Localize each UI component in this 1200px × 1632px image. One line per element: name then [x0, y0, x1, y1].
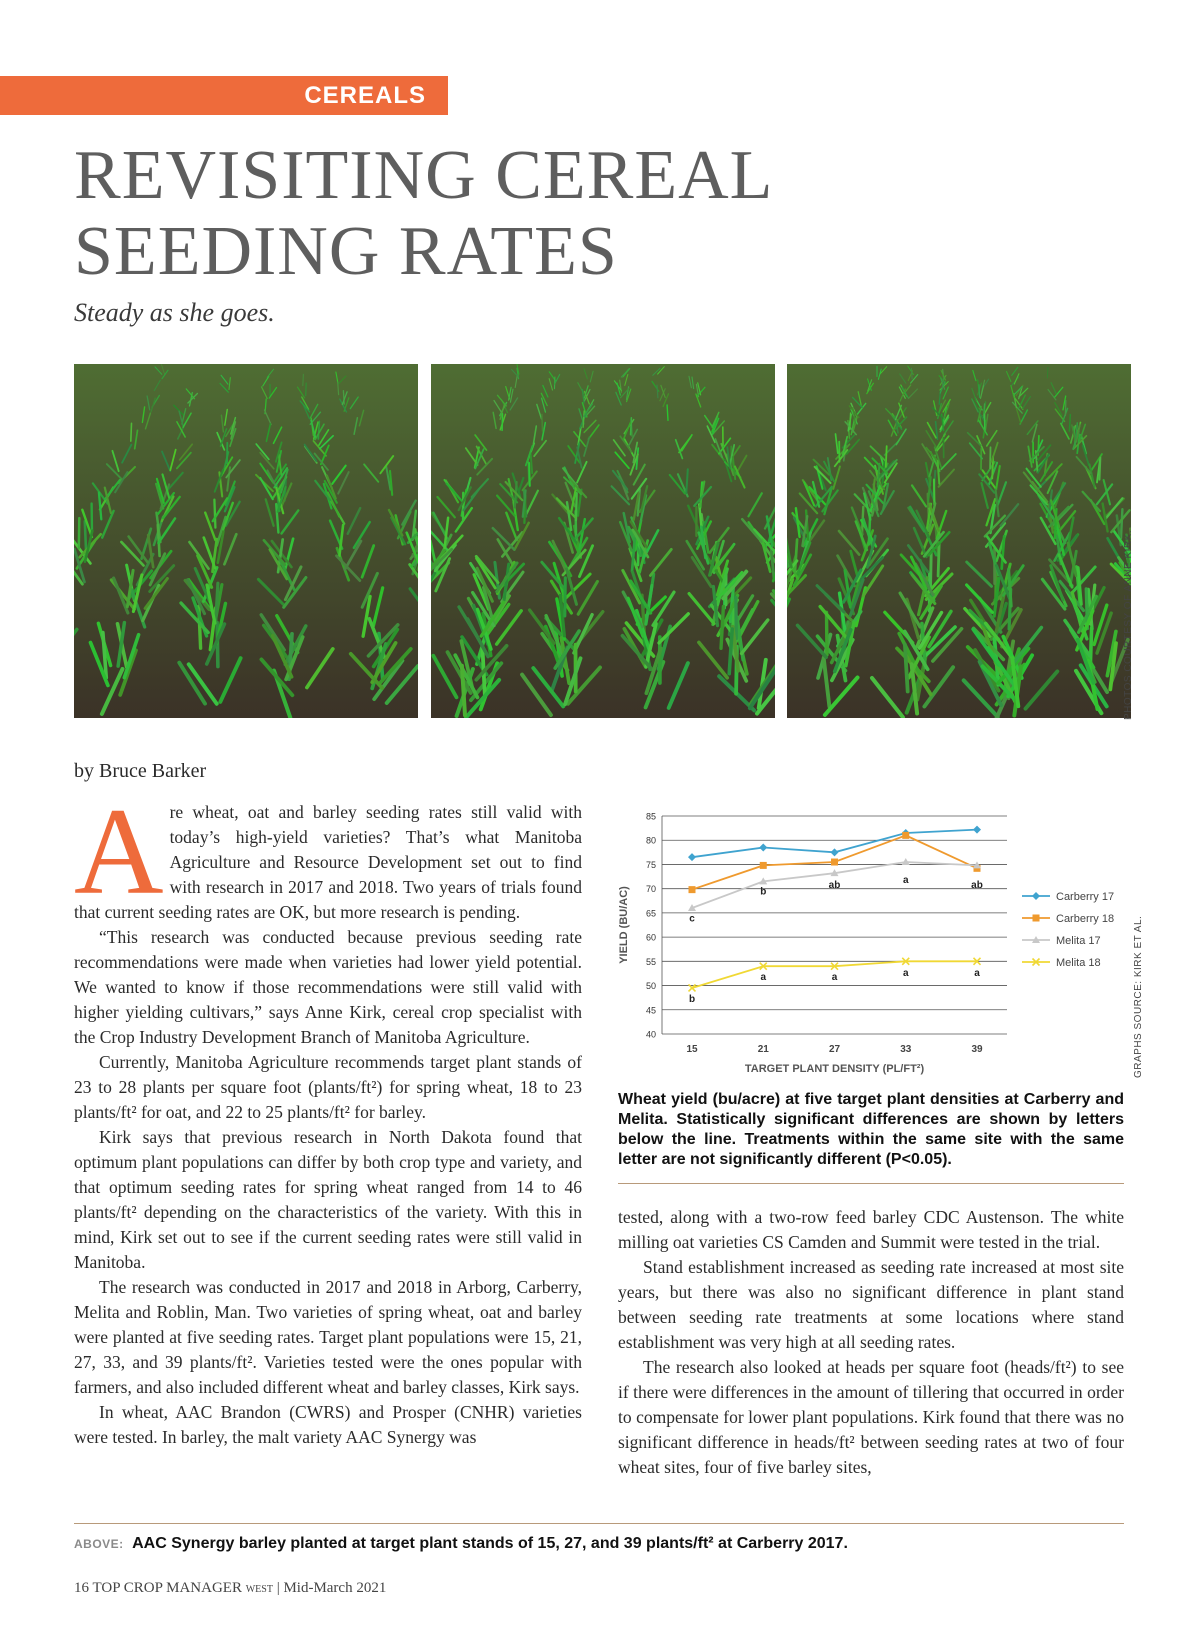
data-point — [973, 826, 981, 834]
significance-letter: a — [902, 967, 909, 979]
y-tick-label: 50 — [645, 981, 656, 992]
section-label: CEREALS — [0, 76, 448, 115]
title-line-1: REVISITING CEREAL — [74, 137, 774, 214]
significance-letter: a — [760, 971, 767, 983]
y-tick-label: 80 — [645, 835, 656, 846]
x-tick-label: 15 — [686, 1044, 698, 1055]
yield-chart-svg — [612, 804, 1132, 1104]
significance-letter: b — [688, 994, 696, 1006]
divider — [618, 1183, 1124, 1184]
photo-caption-text: AAC Synergy barley planted at target plant stands of 15, 27, and 39 plants/ft² at Carberry 2017. — [132, 1535, 848, 1552]
title-line-2: SEEDING RATES — [74, 213, 618, 290]
y-tick-label: 70 — [645, 884, 656, 895]
magazine-edition: WEST — [245, 1584, 273, 1595]
data-point — [831, 848, 839, 856]
y-tick-label: 85 — [645, 811, 656, 822]
significance-letter: b — [760, 886, 767, 898]
byline: by Bruce Barker — [74, 760, 207, 782]
page-number: 16 — [74, 1580, 89, 1596]
paragraph: In wheat, AAC Brandon (CWRS) and Prosper (CNHR) varieties were tested. In barley, the malt variety AAC Synergy was — [74, 1402, 582, 1447]
paragraph: Stand establishment increased as seeding rate increased at most site years, but there was also no significant difference in plant stand between seeding rate treatments at some locations where stand establishment was very high at all seeding rates. — [618, 1257, 1124, 1352]
barley-photo-39 — [787, 364, 1131, 718]
page-footer — [74, 1580, 386, 1597]
data-point — [689, 886, 696, 893]
significance-letter: a — [974, 967, 980, 979]
article-title — [74, 138, 773, 290]
article-body-right — [618, 1205, 1124, 1480]
paragraph: Currently, Manitoba Agriculture recommends target plant stands of 23 to 28 plants per square foot (plants/ft²) for spring wheat, 18 to 23 plants/ft² for oat, and 22 to 25 plants/ft² for barley. — [74, 1052, 582, 1122]
graph-credit: GRAPHS SOURCE: KIRK ET AL. — [1133, 915, 1144, 1078]
issue-date: | Mid-March 2021 — [276, 1580, 387, 1596]
y-tick-label: 75 — [645, 859, 656, 870]
x-tick-label: 39 — [971, 1044, 983, 1055]
legend-label: Carberry 17 — [1056, 891, 1115, 903]
legend-label: Melita 17 — [1056, 935, 1101, 947]
data-point — [831, 859, 838, 866]
paragraph: Kirk says that previous research in North Dakota found that optimum plant populations can differ by both crop type and variety, and that optimum seeding rates for spring wheat ranged from 14 to 46 plants/ft² depending on the characteristics of the variety. With this in mind, Kirk set out to see if the current seeding rates were still valid in Manitoba. — [74, 1127, 582, 1272]
y-tick-label: 45 — [645, 1005, 656, 1016]
paragraph: tested, along with a two-row feed barley CDC Austenson. The white milling oat varieties CS Camden and Summit were tested in the trial. — [618, 1207, 1124, 1252]
paragraph: The research was conducted in 2017 and 2018 in Arborg, Carberry, Melita and Roblin, Man. Two varieties of spring wheat, oat and barley were planted at five seeding rates. Target plant populations were 15, 21, 27, 33, and 39 plants/ft². Varieties tested were the ones popular with farmers, and also included different wheat and barley classes, Kirk says. — [74, 1277, 582, 1397]
legend-marker — [1033, 915, 1040, 922]
barley-photo-27 — [431, 364, 775, 718]
significance-letter: a — [902, 874, 909, 886]
x-tick-label: 33 — [900, 1044, 912, 1055]
article-deck: Steady as she goes. — [74, 298, 275, 327]
y-tick-label: 55 — [645, 956, 656, 967]
x-axis-label: TARGET PLANT DENSITY (PL/FT²) — [744, 1063, 925, 1075]
y-tick-label: 60 — [645, 932, 656, 943]
chart-caption: Wheat yield (bu/acre) at five target plant densities at Carberry and Melita. Statistically significant differences are shown by letters below the line. Treatments within the same site with the same letter are not significantly different (P<0.05). — [618, 1091, 1124, 1168]
legend-label: Carberry 18 — [1056, 913, 1115, 925]
significance-letter: c — [689, 913, 695, 925]
article-body-left — [74, 783, 582, 1450]
data-point — [688, 853, 696, 861]
x-tick-label: 27 — [828, 1044, 841, 1055]
legend-label: Melita 18 — [1056, 957, 1101, 969]
data-point — [759, 843, 767, 851]
photo-credit: PHOTOS COURTESY OF ANNE KIRK. — [1123, 529, 1134, 720]
x-tick-label: 21 — [757, 1044, 769, 1055]
significance-letter: a — [831, 971, 838, 983]
paragraph: re wheat, oat and barley seeding rates still valid with today’s high-yield varieties? That’s what Manitoba Agriculture and Resource Development set out to find with research in 2017 and 2018. Two years of trials found that current seeding rates are OK, but more research is pending. — [74, 802, 582, 922]
paragraph: “This research was conducted because previous seeding rate recommendations were made when varieties had lower yield potential. We wanted to know if those recommendations were still valid with higher yielding cultivars,” says Anne Kirk, cereal crop specialist with the Crop Industry Development Branch of Manitoba Agriculture. — [74, 927, 582, 1047]
y-axis-label: YIELD (BU/AC) — [618, 886, 630, 964]
significance-letter: ab — [971, 879, 983, 891]
y-tick-label: 65 — [645, 908, 656, 919]
paragraph: The research also looked at heads per square foot (heads/ft²) to see if there were differences in the amount of tillering that occurred in order to compensate for lower plant populations. Kirk found that there was no significant difference in heads/ft² between seeding rates at two of four wheat sites, four of five barley sites, — [618, 1357, 1124, 1477]
photo-caption — [74, 1535, 1124, 1553]
legend-marker — [1032, 892, 1040, 900]
data-point — [760, 862, 767, 869]
y-tick-label: 40 — [645, 1029, 656, 1040]
photo-caption-lead: ABOVE: — [74, 1537, 124, 1551]
magazine-name: TOP CROP MANAGER — [92, 1580, 242, 1596]
drop-cap: A — [74, 783, 164, 920]
divider — [74, 1523, 1124, 1524]
barley-photo-15 — [74, 364, 418, 718]
yield-chart — [612, 804, 1132, 1104]
data-point — [902, 832, 909, 839]
significance-letter: ab — [828, 879, 841, 891]
